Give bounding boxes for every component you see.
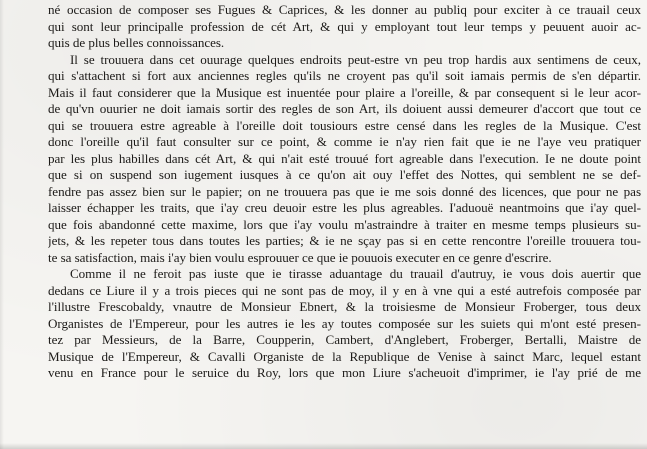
text-line: que fois abandonné cette maxime, lors que i'ay voulu m'astraindre à traiter en mesme temps plusieurs su- (48, 216, 641, 232)
text-line: de qu'vn ouurier ne doit iamais sortir des regles de son Art, ils doiuent aussi demeurer d'accort que tout ce (48, 101, 641, 116)
text-line: Mais il faut considerer que la Musique est inuentée pour plaire a l'oreille, & par consequent si le leur acor- (48, 84, 641, 100)
scan-shadow-left (0, 0, 4, 449)
text-line: jets, & les repeter tous dans toutes les parties; & ie ne sçay pas si en cette rencontre l'oreille trouuera tou- (48, 233, 641, 248)
body-text (48, 2, 641, 382)
text-line: par les plus habilles dans cét Art, & qui n'ait esté trouué fort agreable dans l'execution. Ie ne doute point (48, 150, 641, 166)
text-line: quis de plus belles connoissances. (48, 35, 225, 50)
text-line: Organistes de l'Empereur, pour les autres ie les ay toutes composée sur les suiets qui m'ont esté presen- (48, 315, 641, 331)
text-line: Il se trouuera dans cet ouurage quelques endroits peut-estre vn peu trop hardis aux sentimens de ceux, (70, 51, 641, 67)
text-line: dedans ce Liure il y a trois pieces qui ne sont pas de moy, il y en à vne qui a esté autrefois composée par (48, 282, 641, 298)
text-line: tez par Messieurs, de la Barre, Coupperin, Cambert, d'Anglebert, Froberger, Bertalli, Maistre de (48, 332, 641, 347)
scan-shadow-bottom (0, 443, 647, 449)
text-line: donc l'oreille qu'il faut consulter sur ce point, & comme ie n'ay rien fait que ie ne l'aye veu pratiquer (48, 134, 641, 149)
text-line: te sa satisfaction, mais i'ay bien voulu esprouuer ce que ie pouuois executer en ce genre d'escrire. (48, 249, 552, 265)
text-line: fendre pas assez bien sur le papier; on ne trouuera pas que ie me sois donné des licences, que pour ne pas (48, 183, 641, 199)
text-line: laisser échapper les traits, que i'ay creu deuoir estre les plus agreables. I'aduouë neantmoins que i'ay quel- (48, 200, 641, 215)
text-line: né occasion de composer ses Fugues & Caprices, & les donner au publiq pour exciter à ce trauail ceux (48, 2, 641, 17)
text-line: Musique de l'Empereur, & Cavalli Organiste de la Republique de Venise à sainct Marc, lequel estant (48, 348, 641, 364)
text-line: qui sont leur principalle profession de cét Art, & qui y employant tout leur temps y peuuent auoir ac- (48, 18, 641, 34)
text-line: qui se trouuera estre agreable à l'oreille doit tousiours estre censé dans les regles de la Musique. C'est (48, 117, 641, 133)
text-line: Comme il ne feroit pas iuste que ie tirasse aduantage du trauail d'autruy, ie vous dois auertir que (70, 266, 641, 281)
text-line: venu en France pour le seruice du Roy, lors que mon Liure s'acheuoit d'imprimer, ie l'ay prié de me (48, 365, 641, 380)
text-line: que si on suspend son iugement iusques à ce qu'on ait ouy l'effet des Nottes, qui semblent ne se def- (48, 167, 641, 182)
text-line: l'illustre Frescobaldy, vnautre de Monsieur Ebnert, & la troisiesme de Monsieur Froberger, tous deux (48, 299, 641, 314)
text-line: qui s'attachent si fort aux anciennes regles qu'ils ne croyent pas qu'il soit iamais permis de s'en départir. (48, 68, 641, 83)
